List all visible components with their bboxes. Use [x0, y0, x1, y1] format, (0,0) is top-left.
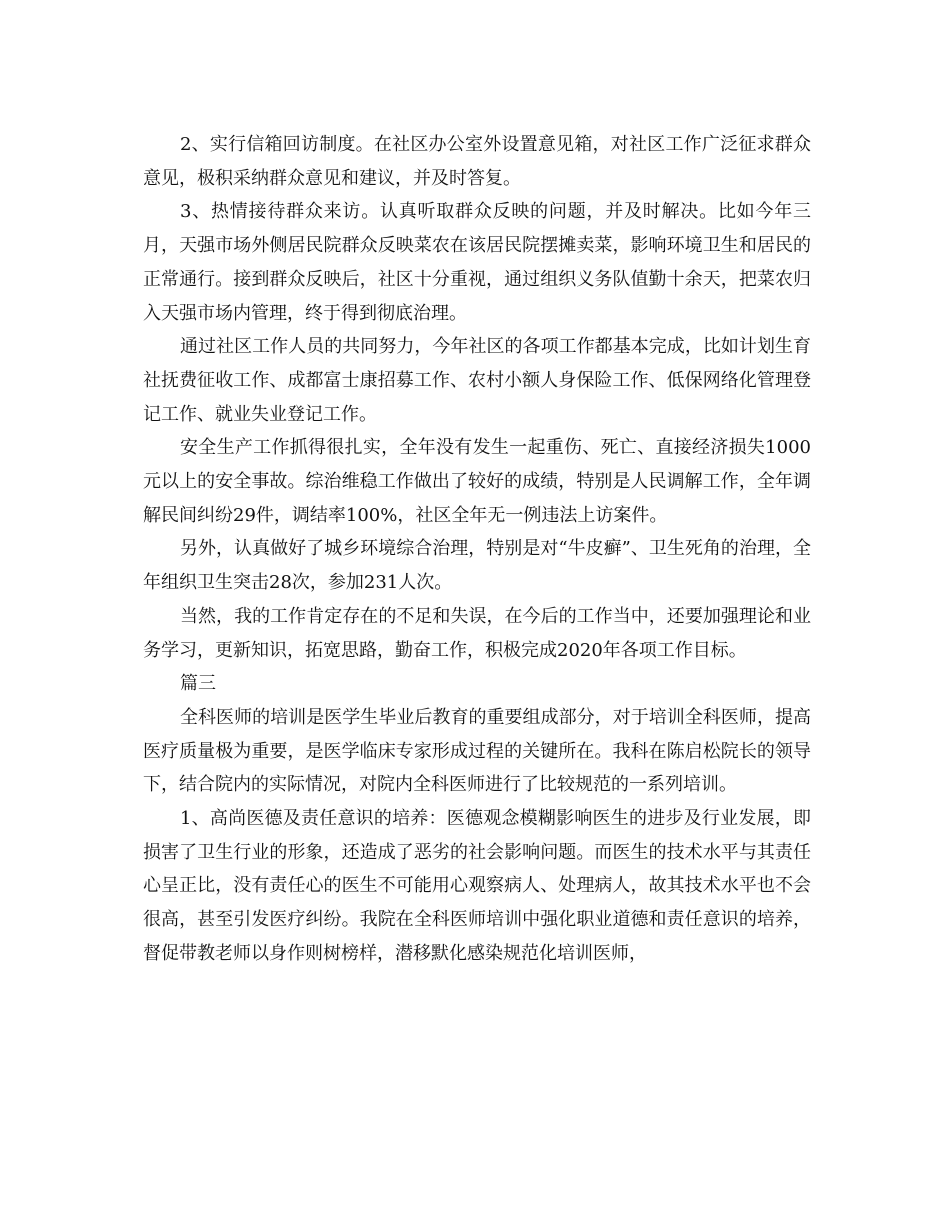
paragraph-letterbox-feedback: 2、实行信箱回访制度。在社区办公室外设置意见箱，对社区工作广泛征求群众意见，极积采纳群众意见和建议，并及时答复。 [143, 134, 811, 189]
paragraph-work-completed: 通过社区工作人员的共同努力，今年社区的各项工作都基本完成，比如计划生育社抚费征收工作、成都富士康招募工作、农村小额人身保险工作、低保网络化管理登记工作、就业失业登记工作。 [143, 336, 811, 425]
paragraph-shortcomings: 当然，我的工作肯定存在的不足和失误，在今后的工作当中，还要加强理论和业务学习，更新知识，拓宽思路，勤奋工作，积极完成2020年各项工作目标。 [143, 605, 811, 661]
paragraph-safety-production: 安全生产工作抓得很扎实，全年没有发生一起重伤、死亡、直接经济损失1000元以上的安全事故。综治维稳工作做出了较好的成绩，特别是人民调解工作，全年调解民间纠纷29件，调结率100%，社区全年无一例违法上访案件。 [143, 437, 811, 526]
document-body [143, 128, 811, 971]
paragraph-reception-visits: 3、热情接待群众来访。认真听取群众反映的问题，并及时解决。比如今年三月，天强市场外侧居民院群众反映菜农在该居民院摆摊卖菜，影响环境卫生和居民的正常通行。接到群众反映后，社区十分重视，通过组织义务队值勤十余天，把菜农归入天强市场内管理，终于得到彻底治理。 [143, 201, 811, 324]
paragraph-gp-training-intro: 全科医师的培训是医学生毕业后教育的重要组成部分，对于培训全科医师，提高医疗质量极为重要，是医学临床专家形成过程的关键所在。我科在陈启松院长的领导下，结合院内的实际情况，对院内全科医师进行了比较规范的一系列培训。 [143, 706, 811, 796]
paragraph-medical-ethics: 1、高尚医德及责任意识的培养：医德观念模糊影响医生的进步及行业发展，即损害了卫生行业的形象，还造成了恶劣的社会影响问题。而医生的技术水平与其责任心呈正比，没有责任心的医生不可能用心观察病人、处理病人，故其技术水平也不会很高，甚至引发医疗纠纷。我院在全科医师培训中强化职业道德和责任意识的培养，督促带教老师以身作则树榜样，潜移默化感染规范化培训医师， [143, 808, 811, 964]
paragraph-environment-governance: 另外，认真做好了城乡环境综合治理，特别是对“牛皮癣”、卫生死角的治理，全年组织卫生突击28次，参加231人次。 [143, 538, 811, 594]
section-heading-part-three: 篇三 [180, 673, 216, 695]
